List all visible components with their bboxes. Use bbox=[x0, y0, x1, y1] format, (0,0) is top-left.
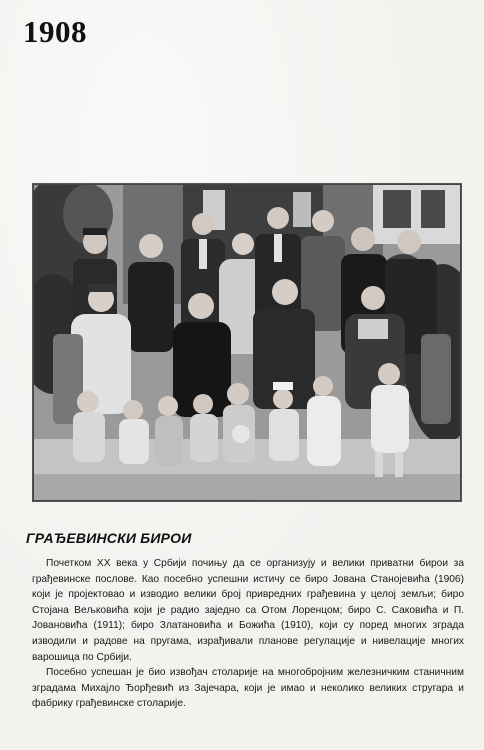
family-photo-illustration bbox=[33, 184, 461, 501]
page-year: 1908 bbox=[23, 14, 87, 49]
paragraph-1: Почетком XX века у Србији почињу да се организују и велики приватни бирои за грађевинске послове. Као посебно успешни истичу се биро Јована Станојевића (1906) који је пројектовао и изводио велики број привредних грађевина у целој земљи; биро Стојана Вељковића који је радио заједно са Отом Лоренцом; биро С. Саковића и П. Јовановића (1911); биро Златановића и Божића (1910), који су поред многих зграда изводили и радове на пругама, израђивали планове регулације и нивелације многих варошица по Србији. bbox=[32, 558, 464, 663]
paragraph-2: Посебно успешан је био извођач столарије на многобројним железничким станичним зградама Михајло Ђорђевић из Зајечара, који је имао и неколико великих стругара и фабрику грађевинске столарије. bbox=[32, 667, 464, 710]
section-title: ГРАЂЕВИНСКИ БИРОИ bbox=[26, 530, 192, 546]
section-body bbox=[32, 556, 464, 712]
family-photo bbox=[32, 183, 462, 502]
